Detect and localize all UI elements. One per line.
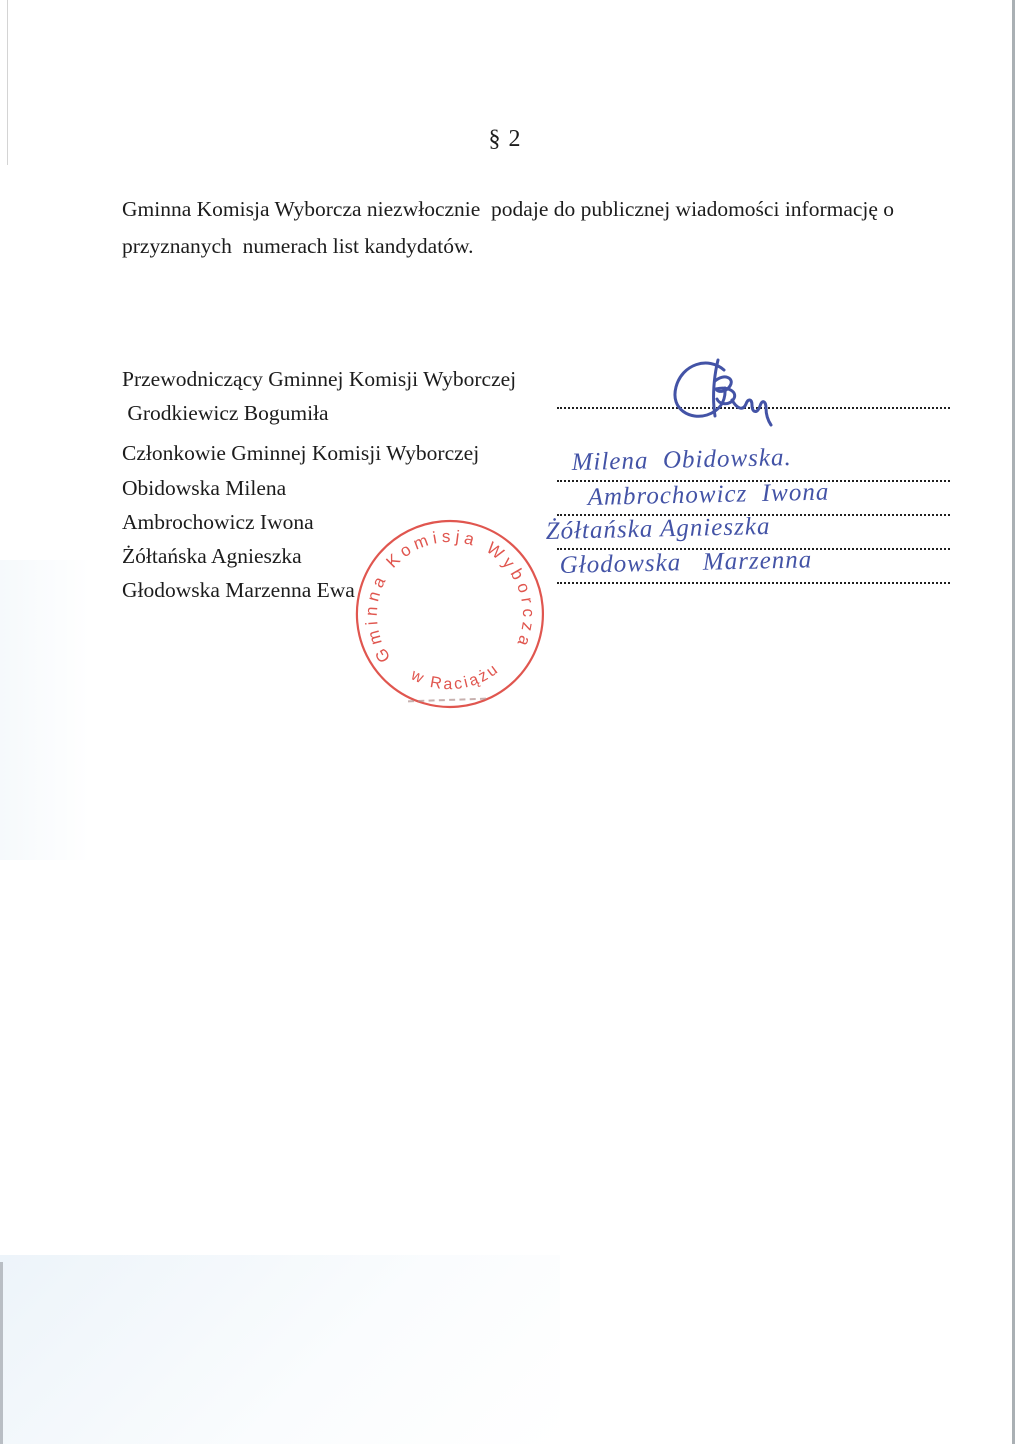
- chairman-signature-scribble-icon: [662, 354, 782, 430]
- scan-tint-bottom-left: [0, 1255, 560, 1444]
- member-name: Obidowska Milena: [122, 476, 287, 500]
- signature-line: [557, 582, 950, 584]
- member-name: Żółtańska Agnieszka: [122, 544, 302, 568]
- signature-text: Ambrochowicz Iwona: [587, 478, 830, 512]
- chairman-title: Przewodniczący Gminnej Komisji Wyborczej: [122, 367, 517, 391]
- signature-text: Milena Obidowska.: [571, 444, 792, 477]
- scan-edge-left-bottom: [0, 1262, 3, 1444]
- signature-text: Żółtańska Agnieszka: [545, 512, 771, 546]
- stamp-bottom-text: w Raciążu: [408, 660, 503, 694]
- member-name: Głodowska Marzenna Ewa: [122, 578, 355, 602]
- members-title: Członkowie Gminnej Komisji Wyborczej: [122, 441, 480, 465]
- section-heading: § 2: [488, 126, 522, 152]
- paragraph-line-1: Gminna Komisja Wyborcza niezwłocznie podaje do publicznej wiadomości informację o: [122, 197, 895, 221]
- paragraph-line-2: przyznanych numerach list kandydatów.: [122, 234, 474, 258]
- body-paragraph: [122, 191, 902, 265]
- member-name: Ambrochowicz Iwona: [122, 510, 314, 534]
- scan-tint-mid-left: [0, 560, 90, 860]
- signature-text: Głodowska Marzenna: [559, 546, 813, 580]
- chairman-name: Grodkiewicz Bogumiła: [122, 401, 329, 425]
- round-stamp: [345, 509, 555, 721]
- scan-edge-right: [1012, 0, 1015, 1444]
- stamp-top-text: Gminna Komisja Wyborcza: [361, 526, 539, 666]
